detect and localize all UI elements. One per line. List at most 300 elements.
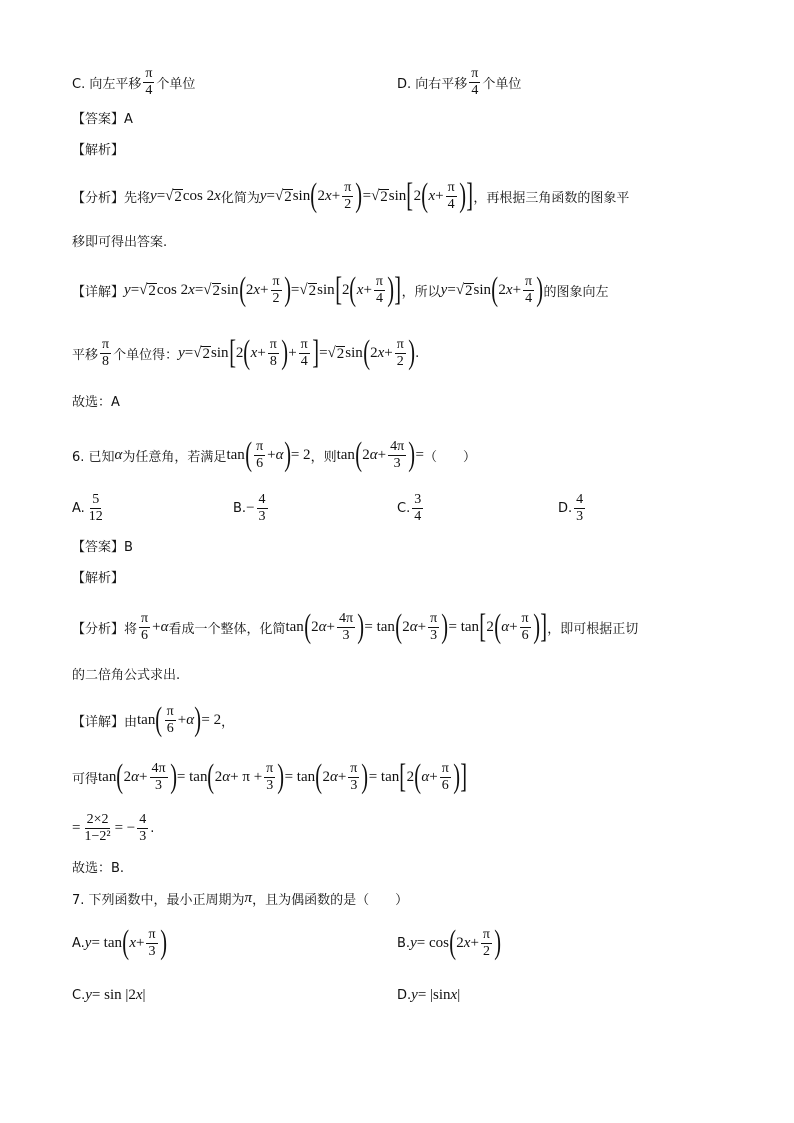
math-bracket: ( [122,924,130,961]
math-text: sin [317,281,335,298]
math-text: 2 [413,187,422,204]
math-text: = sin |2 [91,986,136,1003]
math-text: + [512,281,522,298]
math-bracket: [ [334,271,342,308]
math-variable: x [325,187,332,204]
text-segment: 平移 [72,347,99,363]
sqrt-radicand: 2 [465,282,473,299]
math-text: = [194,281,204,298]
q5-choice [72,378,120,422]
math-text: | [142,986,146,1003]
fraction-denominator: 2 [272,290,280,306]
math-text: + [177,711,187,728]
fraction-denominator: 6 [521,627,529,643]
math-text: = [362,187,372,204]
text-segment: ，再根据三角函数的图象平 [473,190,630,206]
fraction-numerator: π [375,273,383,289]
fraction-denominator: 1−2² [84,828,111,844]
fraction-numerator: π [148,926,156,942]
fraction-numerator: π [300,336,308,352]
sqrt-expression [299,282,317,299]
math-bracket: ) [441,608,449,645]
math-text: = cos [416,934,449,951]
text-segment: （ ） [423,449,476,465]
fraction-numerator: π [482,926,490,942]
sqrt-expression [139,282,157,299]
math-bracket: ) [281,334,288,371]
math-bracket: ( [494,608,501,645]
math-bracket: ( [245,436,252,473]
math-variable: α [369,446,378,463]
fraction-denominator: 3 [393,455,401,471]
math-bracket: ( [449,924,457,961]
fraction [137,812,148,845]
math-variable: x [188,281,195,298]
text-segment: D. [558,500,573,516]
q6-option-b [233,486,270,530]
math-text: + π + [230,768,263,785]
fraction [82,812,112,845]
text-segment: 个单位得： [113,347,179,363]
math-variable: y [124,281,131,298]
math-text: = − [114,819,136,836]
math-bracket: ] [394,271,402,308]
text-segment: 可得 [72,771,99,787]
fraction-denominator: 4 [375,290,383,306]
math-variable: x [250,344,258,361]
text-segment: 6. 已知 [72,449,115,465]
fraction-denominator: 8 [102,353,110,369]
math-text: + [139,768,148,785]
fraction-denominator: 2 [396,353,404,369]
fraction-numerator: 2×2 [86,811,109,827]
math-text: sin [210,344,229,361]
math-bracket: ( [243,334,251,371]
fraction-denominator: 3 [139,828,147,844]
math-variable: y [85,986,92,1003]
fraction [299,337,310,370]
math-bracket: ) [532,608,540,645]
math-bracket: ( [349,271,357,308]
fraction-numerator: π [102,336,110,352]
sqrt-radicand: 2 [212,282,221,299]
math-variable: x [505,281,513,298]
sqrt-expression [193,345,211,362]
text-segment: B. [233,500,247,516]
fraction-numerator: π [344,179,352,195]
math-bracket: ( [116,758,124,795]
fraction-numerator: π [350,760,358,776]
math-text: + [363,281,372,298]
math-text: + [429,768,438,785]
q5-xiangjie-cont [72,331,419,375]
math-bracket: ) [355,177,363,214]
fraction [146,927,157,960]
math-text: 2 [370,344,378,361]
q6-option-d [558,486,587,530]
math-bracket: [ [399,758,407,795]
text-segment: C. [72,987,86,1003]
math-variable: α [222,768,231,785]
math-text: sin [221,281,239,298]
q7-option-b [397,921,501,965]
q6-fenxi-cont [72,651,180,695]
text-segment: ， [221,714,235,730]
math-bracket: ) [408,334,415,371]
math-text: tan [137,711,156,728]
fraction-numerator: π [272,273,280,289]
math-bracket: ) [408,436,416,473]
text-segment: 【解析】 [72,570,125,586]
math-bracket: ( [421,177,429,214]
math-text: 2 [245,281,254,298]
text-segment: ，所以 [401,284,441,300]
math-bracket: ) [494,924,502,961]
math-variable: x [253,281,261,298]
fraction-denominator: 8 [269,353,277,369]
math-text: = 2 [290,446,311,463]
q6-question [72,433,476,477]
sqrt-icon: √ [274,187,284,204]
fraction-denominator: 4 [447,196,455,212]
math-text: + [470,934,479,951]
math-variable: α [318,618,327,635]
math-bracket: [ [228,334,236,371]
q6-option-c [397,486,425,530]
math-text: tan [285,618,304,635]
fraction-denominator: 3 [148,943,156,959]
math-bracket: ) [357,608,365,645]
sqrt-expression [203,282,221,299]
fraction-numerator: 4 [576,491,584,507]
fraction-denominator: 2 [482,943,490,959]
math-text: + [257,344,266,361]
q5-analysis-heading [72,126,124,170]
text-segment: C. [397,500,411,516]
fraction-denominator: 3 [342,627,350,643]
math-text: + [152,618,161,635]
math-text: = [319,344,328,361]
math-text: + [331,187,341,204]
math-text: 2 [456,934,464,951]
math-variable: x [428,187,436,204]
fraction-numerator: π [145,65,153,81]
fraction-numerator: π [256,438,264,454]
sqrt-radicand: 2 [174,188,182,205]
fraction-denominator: 4 [525,290,533,306]
fraction-numerator: π [430,610,438,626]
math-bracket: ) [283,271,291,308]
math-variable: α [131,768,140,785]
fraction-numerator: 4 [139,811,147,827]
sqrt-expression [456,282,474,299]
sqrt-icon: √ [139,281,148,298]
fraction-denominator: 12 [88,508,103,524]
math-text: 2 [317,187,326,204]
math-variable: α [421,768,430,785]
text-segment: 个单位 [156,76,196,92]
math-text: = |sin [417,986,451,1003]
text-segment: 【答案】A [72,111,133,127]
math-variable: π [244,889,253,906]
math-text: + [509,618,518,635]
math-text: cos 2 [156,281,189,298]
math-variable: y [84,934,92,951]
text-segment: ，则 [310,449,337,465]
fraction [257,492,268,525]
fraction [268,337,279,370]
q5-xiangjie [72,268,608,312]
q7-option-c [72,973,146,1017]
fraction [395,337,406,370]
fraction-denominator: 3 [350,777,358,793]
math-text: = tan [364,618,395,635]
math-bracket: ( [395,608,402,645]
math-bracket: ) [169,758,177,795]
math-text: = 2 [201,711,222,728]
math-text: + [267,446,276,463]
q5-fenxi [72,174,629,218]
math-variable: α [160,618,169,635]
sqrt-icon: √ [299,281,308,298]
math-variable: α [275,446,284,463]
text-segment: 【分析】先将 [72,190,151,206]
fraction [100,337,111,370]
fraction-numerator: π [266,760,274,776]
fraction [165,704,176,737]
text-segment: ，即可根据正切 [547,621,639,637]
math-bracket: ( [207,758,215,795]
text-segment: A. [72,500,85,516]
math-variable: x [135,986,143,1003]
sqrt-expression [165,188,183,205]
text-segment: 的图象向左 [543,284,609,300]
fraction-denominator: 6 [256,455,264,471]
math-text: tan [98,768,117,785]
math-bracket: ) [194,701,202,738]
math-text: 2 [362,446,370,463]
math-bracket: ) [283,436,291,473]
fraction-numerator: 4π [338,610,354,626]
fraction [139,611,150,644]
text-segment: 看成一个整体，化简 [168,621,286,637]
q6-fenxi [72,605,638,649]
math-bracket: ) [277,758,285,795]
text-segment: 故选：A [72,394,120,410]
math-text: = [447,281,456,298]
sqrt-expression [275,188,293,205]
sqrt-icon: √ [371,187,380,204]
text-segment: 【答案】B [72,539,133,555]
q7-option-d [397,973,460,1017]
text-segment: . [150,820,155,836]
math-text: = [156,187,166,204]
fraction [342,180,353,213]
math-bracket: ( [238,271,246,308]
math-bracket: ) [453,758,460,795]
math-bracket: ) [361,758,369,795]
text-segment: 【详解】由 [72,714,138,730]
math-text: sin [292,187,311,204]
math-bracket: ( [491,271,499,308]
text-segment: 的二倍角公式求出. [72,667,181,683]
math-bracket: ( [363,334,370,371]
fraction-denominator: 3 [155,777,163,793]
sqrt-icon: √ [203,281,212,298]
fraction-numerator: 3 [414,491,422,507]
fraction-denominator: 3 [266,777,274,793]
sqrt-radicand: 2 [284,188,292,205]
fraction-numerator: π [166,703,174,719]
math-text: + [288,344,297,361]
fraction-denominator: 3 [258,508,266,524]
fraction [574,492,585,525]
math-text: 2 [406,768,415,785]
math-bracket: [ [479,608,487,645]
math-text: + [435,187,444,204]
fraction [143,66,154,99]
math-bracket: [ [406,177,414,214]
fraction [412,492,423,525]
math-text: = [184,344,194,361]
fraction [523,274,534,307]
math-text: 2 [402,618,410,635]
fraction [271,274,282,307]
fraction-numerator: 5 [92,491,100,507]
fraction-denominator: 4 [471,82,479,98]
sqrt-icon: √ [455,281,465,298]
fraction-numerator: 4 [258,491,266,507]
math-text: tan [226,446,245,463]
fraction [374,274,385,307]
q7-question [72,876,408,920]
text-segment: 个单位 [482,76,522,92]
fraction-numerator: π [441,760,449,776]
math-bracket: ( [414,758,422,795]
text-segment: 【详解】 [72,284,125,300]
fraction [481,927,492,960]
math-bracket: ( [155,701,163,738]
math-bracket: ) [458,177,466,214]
math-text: + [417,618,427,635]
math-text: = tan [284,768,316,785]
sqrt-expression [371,188,389,205]
math-variable: x [129,934,137,951]
math-bracket: ( [315,758,323,795]
sqrt-radicand: 2 [336,345,345,362]
text-segment: D. 向右平移 [397,76,468,92]
math-text: 2 [235,344,244,361]
sqrt-radicand: 2 [380,188,388,205]
math-text: 2 [341,281,350,298]
fraction-denominator: 4 [414,508,422,524]
math-text: 2 [486,618,494,635]
math-bracket: ( [310,177,318,214]
text-segment: 【分析】将 [72,621,138,637]
q5-option-d [397,60,521,104]
math-text: = tan [91,934,123,951]
math-variable: α [409,618,418,635]
math-variable: y [410,934,417,951]
text-segment: C. 向左平移 [72,76,142,92]
fraction-denominator: 6 [166,720,174,736]
math-bracket: ) [536,271,544,308]
math-text: sin [473,281,492,298]
math-text: + [136,934,145,951]
math-bracket: ] [312,334,319,371]
q7-option-a [72,921,167,965]
q6-derivation [72,755,467,799]
math-text: tan [336,446,355,463]
fraction-denominator: 4 [145,82,153,98]
sqrt-radicand: 2 [148,282,156,299]
fraction-numerator: π [521,610,529,626]
math-text: = [72,819,81,836]
fraction-denominator: 3 [576,508,584,524]
fraction [520,611,531,644]
math-variable: α [501,618,510,635]
text-segment: 为任意角，若满足 [122,449,227,465]
fraction [446,180,457,213]
math-text: 2 [123,768,132,785]
math-text: = [266,187,275,204]
math-text: | [457,986,461,1003]
math-bracket: ] [540,608,547,645]
math-text: 2 [498,281,506,298]
fraction-numerator: π [471,65,479,81]
math-variable: α [329,768,338,785]
math-text: 2 [214,768,223,785]
math-text: sin [345,344,363,361]
fraction-numerator: π [141,610,149,626]
fraction-denominator: 4 [300,353,308,369]
q5-fenxi-cont [72,218,167,262]
math-text: + [260,281,269,298]
math-text: = [415,446,424,463]
math-text: + [326,618,335,635]
text-segment: 【解析】 [72,142,125,158]
math-text: = [290,281,300,298]
fraction-numerator: π [396,336,404,352]
math-text: + [337,768,347,785]
fraction-denominator: 6 [441,777,449,793]
q6-xiangjie [72,698,234,742]
fraction [440,761,451,794]
math-text: = tan [176,768,208,785]
math-text: + [377,446,387,463]
sqrt-expression [328,345,346,362]
fraction [337,611,355,644]
math-variable: x [356,281,364,298]
math-variable: α [114,446,123,463]
math-text: 2 [322,768,330,785]
fraction [388,439,406,472]
fraction-numerator: π [269,336,277,352]
fraction-denominator: 2 [344,196,352,212]
fraction-numerator: 4π [390,438,405,454]
sqrt-icon: √ [193,344,202,361]
math-text: = tan [448,618,480,635]
text-segment: 移即可得出答案. [72,234,168,250]
text-segment: B. [397,935,411,951]
fraction [428,611,439,644]
sqrt-radicand: 2 [308,282,317,299]
math-text: = tan [368,768,400,785]
fraction-numerator: π [525,273,533,289]
sqrt-radicand: 2 [202,345,210,362]
math-bracket: ) [159,924,167,961]
math-bracket: ( [355,436,362,473]
